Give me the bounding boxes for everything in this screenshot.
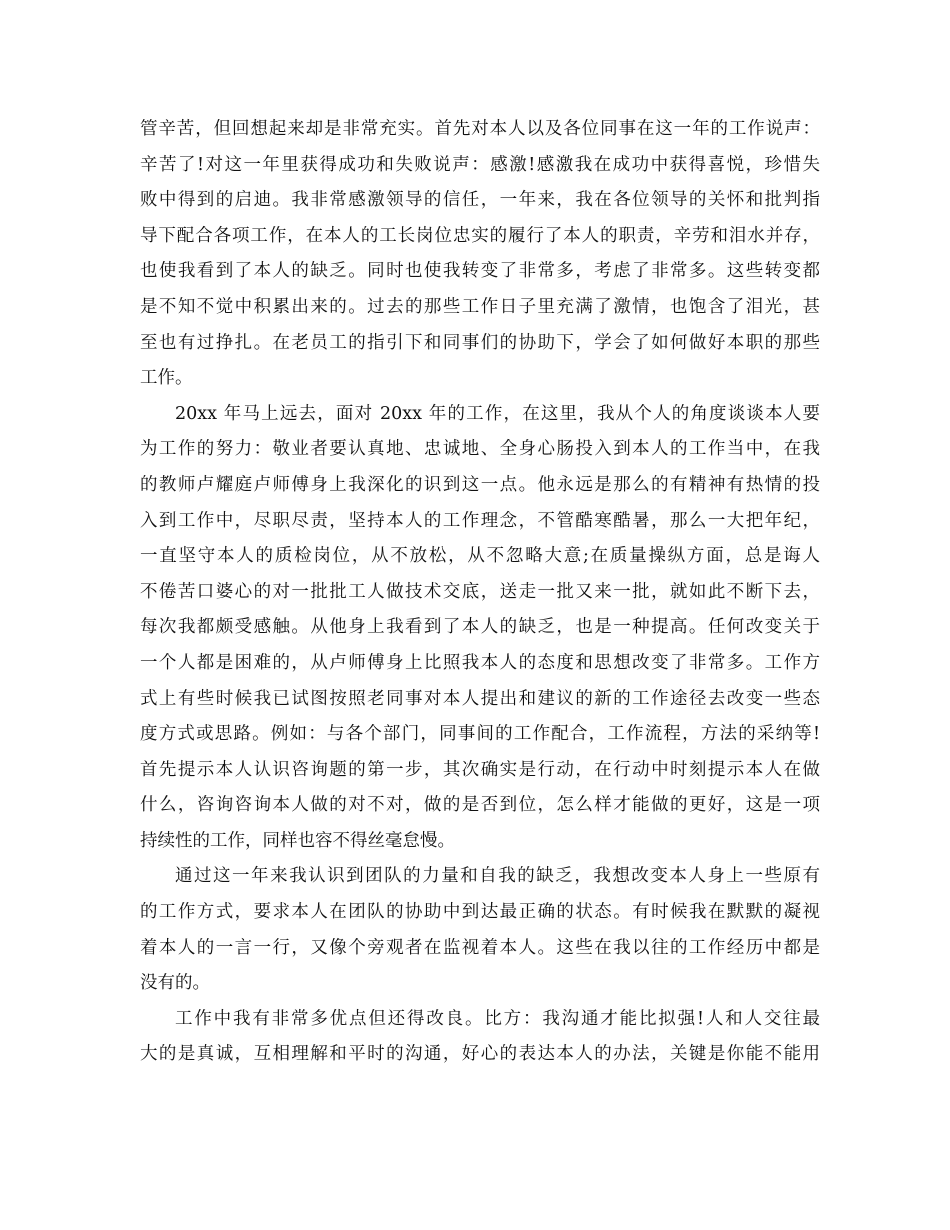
text-line: 入到工作中，尽职尽责，坚持本人的工作理念，不管酷寒酷暑，那么一大把年纪， — [140, 510, 820, 531]
text-line: 大的是真诚，互相理解和平时的沟通，好心的表达本人的办法，关键是你能不能用 — [140, 1044, 820, 1065]
text-line: 工作中我有非常多优点但还得改良。比方：我沟通才能比拟强!人和人交往最 — [175, 1008, 820, 1029]
text-line: 一个人都是困难的，从卢师傅身上比照我本人的态度和思想改变了非常多。工作方 — [140, 652, 820, 673]
text-line: 着本人的一言一行，又像个旁观者在监视着本人。这些在我以往的工作经历中都是 — [140, 937, 820, 958]
paragraph-1 — [140, 112, 820, 397]
text-line: 什么，咨询咨询本人做的对不对，做的是否到位，怎么样才能做的更好，这是一项 — [140, 795, 820, 816]
text-line: 为工作的努力：敬业者要认真地、忠诚地、全身心肠投入到本人的工作当中，在我 — [140, 439, 820, 460]
text-line: 也使我看到了本人的缺乏。同时也使我转变了非常多，考虑了非常多。这些转变都 — [140, 261, 820, 282]
text-line: 式上有些时候我已试图按照老同事对本人提出和建议的新的工作途径去改变一些态 — [140, 688, 820, 709]
text-line: 工作。 — [140, 368, 193, 389]
paragraph-3 — [140, 859, 820, 1001]
text-line: 通过这一年来我认识到团队的力量和自我的缺乏，我想改变本人身上一些原有 — [175, 866, 820, 887]
text-line: 是不知不觉中积累出来的。过去的那些工作日子里充满了激情，也饱含了泪光，甚 — [140, 296, 820, 317]
text-line: 一直坚守本人的质检岗位，从不放松，从不忽略大意;在质量操纵方面，总是诲人 — [140, 546, 820, 567]
document-body — [140, 112, 820, 1073]
text-line: 败中得到的启迪。我非常感激领导的信任，一年来，我在各位领导的关怀和批判指 — [140, 190, 820, 211]
text-line: 至也有过挣扎。在老员工的指引下和同事们的协助下，学会了如何做好本职的那些 — [140, 332, 820, 353]
text-line: 的教师卢耀庭卢师傅身上我深化的识到这一点。他永远是那么的有精神有热情的投 — [140, 474, 820, 495]
text-line: 管辛苦，但回想起来却是非常充实。首先对本人以及各位同事在这一年的工作说声： — [140, 119, 820, 139]
text-line: 辛苦了!对这一年里获得成功和失败说声：感激!感激我在成功中获得喜悦，珍惜失 — [140, 154, 820, 175]
text-line: 每次我都颇受感触。从他身上我看到了本人的缺乏，也是一种提高。任何改变关于 — [140, 617, 820, 638]
text-line: 持续性的工作，同样也容不得丝毫怠慢。 — [140, 830, 455, 851]
paragraph-4 — [140, 1002, 820, 1073]
text-line: 20xx 年马上远去，面对 20xx 年的工作，在这里，我从个人的角度谈谈本人要 — [175, 403, 820, 424]
text-line: 不倦苦口婆心的对一批批工人做技术交底，送走一批又来一批，就如此不断下去， — [140, 581, 820, 602]
text-line: 的工作方式，要求本人在团队的协助中到达最正确的状态。有时候我在默默的凝视 — [140, 902, 820, 923]
text-line: 首先提示本人认识咨询题的第一步，其次确实是行动，在行动中时刻提示本人在做 — [140, 759, 820, 780]
text-line: 导下配合各项工作，在本人的工长岗位忠实的履行了本人的职责，辛劳和泪水并存， — [140, 225, 820, 246]
text-line: 度方式或思路。例如：与各个部门，同事间的工作配合，工作流程，方法的采纳等! — [140, 724, 820, 745]
text-line: 没有的。 — [140, 973, 210, 994]
paragraph-2 — [140, 397, 820, 860]
